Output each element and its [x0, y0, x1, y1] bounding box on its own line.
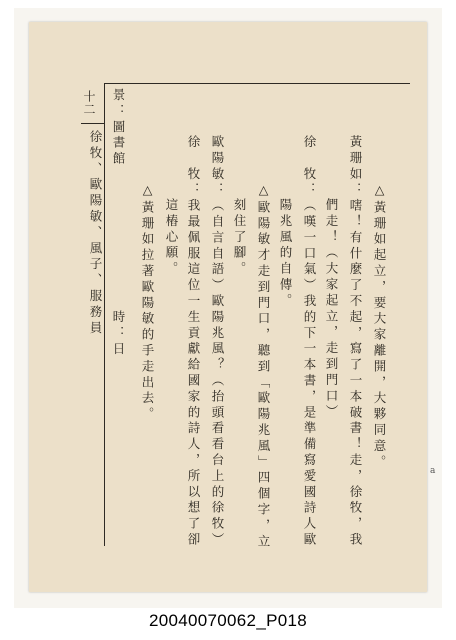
- page-edge-mark: a: [430, 466, 436, 476]
- script-line: △黃珊如起立，要大家離開，大夥同意。: [372, 182, 387, 471]
- scene-time: 時：日: [111, 310, 126, 358]
- script-line: 們走！（大家起立，走到門口）: [324, 198, 339, 421]
- scene-number-divider: [81, 123, 105, 124]
- script-line: 陽兆風的自傳。: [278, 198, 293, 310]
- script-line: 黃珊如：嗐！有什麼了不起，寫了一本破書！走，徐牧，我: [348, 135, 363, 549]
- scene-characters: 徐牧、歐陽敏、風子、服務員: [88, 130, 103, 337]
- script-line: 這樁心願。: [164, 198, 179, 278]
- script-line: △黃珊如拉著歐陽敏的手走出去。: [140, 182, 155, 423]
- scene-number: 十二: [82, 90, 96, 116]
- script-line: 徐 牧：（嘆一口氣）我的下一本書，是準備寫愛國詩人歐: [302, 135, 317, 549]
- script-line: △歐陽敏才走到門口，聽到「歐陽兆風」四個字，立: [256, 182, 271, 551]
- frame-top-line: [104, 83, 410, 84]
- scene-location: 景：圖書館: [111, 88, 126, 168]
- frame-vertical-line: [104, 83, 105, 546]
- archive-caption: 20040070062_P018: [149, 611, 307, 630]
- script-line: 刻住了腳。: [232, 198, 247, 278]
- script-line: 歐陽敏：（自言自語）歐陽兆風？（抬頭看看台上的徐牧）: [210, 135, 225, 549]
- script-line: 徐 牧：我最佩服這位一生貢獻給國家的詩人，所以想了卻: [186, 135, 201, 549]
